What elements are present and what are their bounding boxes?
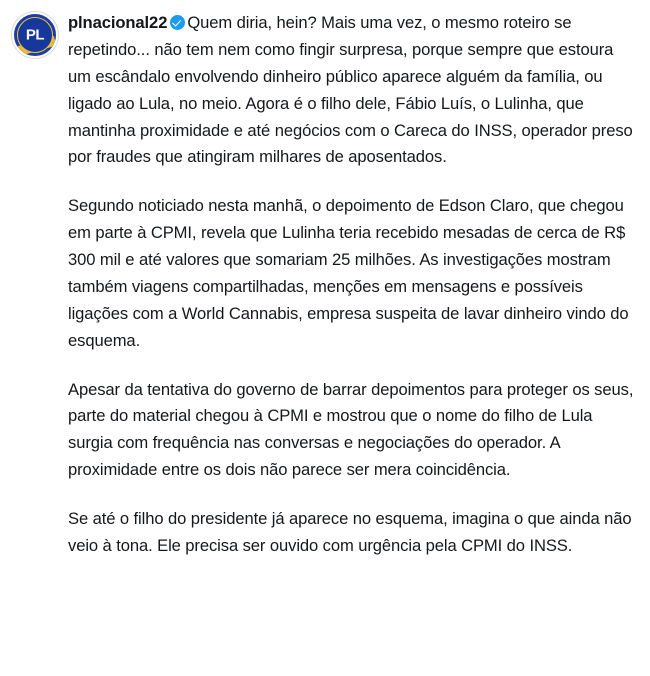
post-text xyxy=(68,10,636,560)
verified-badge-icon xyxy=(170,15,185,30)
post-body xyxy=(12,10,636,560)
post-paragraph-1-text: Quem diria, hein? Mais uma vez, o mesmo roteiro se repetindo... não tem nem como fingir surpresa, porque sempre que estoura um escândalo envolvendo dinheiro público aparece alguém da família, ou ligado ao Lula, no meio. Agora é o filho dele, Fábio Luís, o Lulinha, que mantinha proximidade e até negócios com o Careca do INSS, operador preso por fraudes que atingiram milhares de aposentados. xyxy=(68,13,633,167)
avatar[interactable] xyxy=(12,12,58,58)
post-paragraph-2: Segundo noticiado nesta manhã, o depoimento de Edson Claro, que chegou em parte à CPMI, revela que Lulinha teria recebido mesadas de cerca de R$ 300 mil e até valores que somariam 25 milhões. As investigações mostram também viagens compartilhadas, menções em mensagens e possíveis ligações com a World Cannabis, empresa suspeita de lavar dinheiro vindo do esquema. xyxy=(68,196,629,350)
paragraph-spacer xyxy=(68,355,636,377)
post-content xyxy=(68,10,636,560)
paragraph-spacer xyxy=(68,484,636,506)
paragraph-spacer xyxy=(68,171,636,193)
post-paragraph-4: Se até o filho do presidente já aparece no esquema, imagina o que ainda não veio à tona. Ele precisa ser ouvido com urgência pela CPMI do INSS. xyxy=(68,509,632,555)
account-username[interactable]: plnacional22 xyxy=(68,13,168,32)
avatar-initials: PL xyxy=(25,26,45,44)
post-paragraph-3: Apesar da tentativa do governo de barrar depoimentos para proteger os seus, parte do material chegou à CPMI e mostrou que o nome do filho de Lula surgia com frequência nas conversas e negociações do operador. A proximidade entre os dois não parece ser mera coincidência. xyxy=(68,379,634,480)
post-paragraph-1 xyxy=(68,10,636,171)
